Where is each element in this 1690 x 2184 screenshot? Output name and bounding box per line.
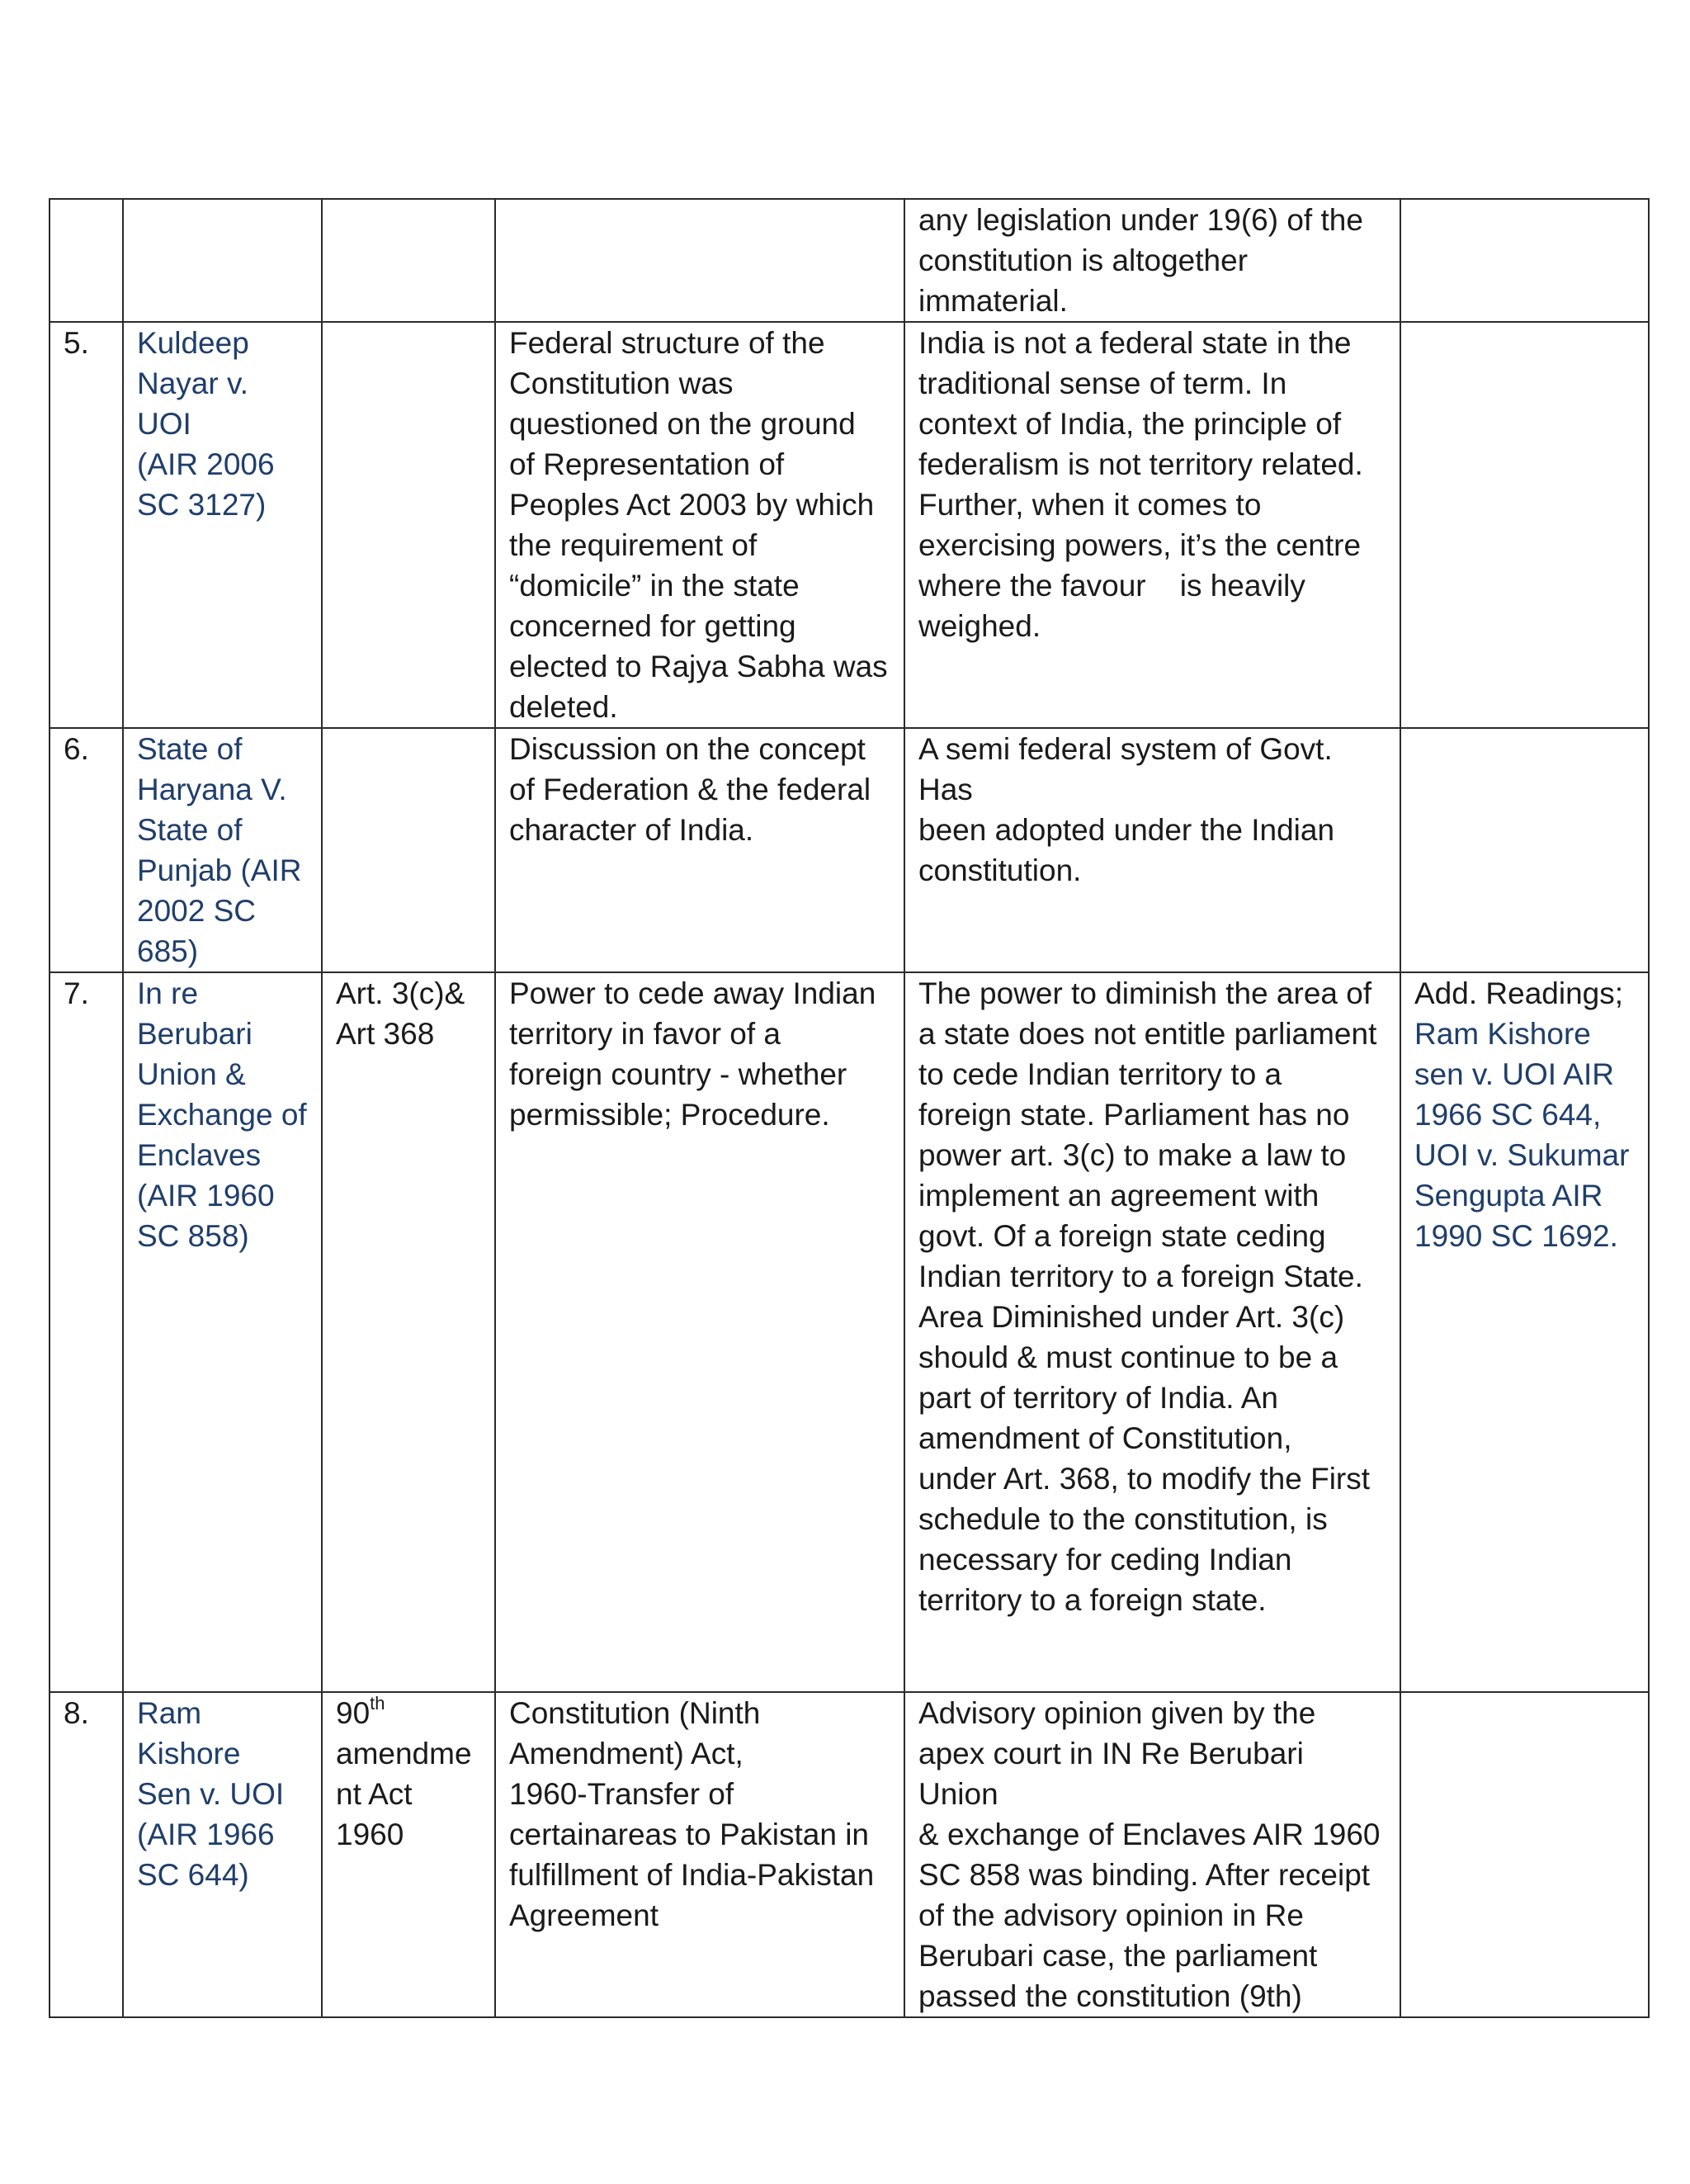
case-name-line: In re: [137, 976, 199, 1010]
case-name-line: SC 858): [137, 1219, 249, 1253]
text-line: to cede Indian territory to a: [918, 1057, 1282, 1091]
reference-line: 1990 SC 1692.: [1414, 1219, 1618, 1253]
text-line: of the advisory opinion in Re: [918, 1898, 1304, 1932]
text-line: Federal structure of the: [509, 326, 825, 360]
held-cell: [904, 199, 1400, 322]
text-line: amendment of Constitution,: [918, 1421, 1292, 1455]
text-line: exercising powers, it’s the centre: [918, 528, 1362, 562]
text-line: & exchange of Enclaves AIR 1960: [918, 1818, 1381, 1851]
remarks-cell: [1400, 322, 1649, 728]
text-line: schedule to the constitution, is: [918, 1502, 1328, 1536]
remarks-cell: [1400, 1692, 1649, 2017]
text-line: necessary for ceding Indian: [918, 1543, 1292, 1577]
reference-line: sen v. UOI AIR: [1414, 1057, 1614, 1091]
case-name-line: Union &: [137, 1057, 246, 1091]
case-name-line: (AIR 1966: [137, 1818, 275, 1851]
serial-number-cell: [50, 322, 123, 728]
text-line: part of territory of India. An: [918, 1381, 1278, 1415]
held-cell: [904, 1692, 1400, 2017]
text-line: elected to Rajya Sabha was: [509, 650, 888, 683]
text-line: context of India, the principle of: [918, 407, 1342, 441]
text-line: where the favour is heavily: [918, 569, 1305, 603]
text-line: Art 368: [336, 1017, 435, 1051]
case-name-line: SC 644): [137, 1858, 249, 1892]
remarks-cell: [1400, 972, 1649, 1692]
serial-number: 7.: [64, 976, 89, 1010]
text-line: questioned on the ground: [509, 407, 856, 441]
case-name-line: Haryana V.: [137, 773, 287, 806]
case-name-line: Nayar v. UOI: [137, 366, 249, 441]
case-name-line: State of: [137, 732, 243, 766]
text-line: Further, when it comes to: [918, 488, 1262, 522]
article-cell: [322, 972, 495, 1692]
case-name-line: Exchange of: [137, 1098, 307, 1132]
serial-number-cell: [50, 972, 123, 1692]
article-cell: [322, 1692, 495, 2017]
text-line: apex court in IN Re Berubari Union: [918, 1737, 1304, 1811]
case-name-cell: [123, 322, 322, 728]
text-line: the requirement of: [509, 528, 758, 562]
reference-line: UOI v. Sukumar: [1414, 1138, 1630, 1172]
held-cell: [904, 728, 1400, 972]
serial-number-cell: [50, 728, 123, 972]
case-name-line: Kuldeep: [137, 326, 249, 360]
case-name-cell: [123, 728, 322, 972]
case-name-line: Punjab (AIR: [137, 853, 302, 887]
text-line: traditional sense of term. In: [918, 366, 1287, 400]
case-name-line: Ram Kishore: [137, 1696, 241, 1770]
text-line: Indian territory to a foreign State.: [918, 1260, 1363, 1293]
case-name-line: Berubari: [137, 1017, 253, 1051]
text-line: deleted.: [509, 690, 618, 724]
case-name-line: Sen v. UOI: [137, 1777, 285, 1811]
text-line: fulfillment of India-Pakistan: [509, 1858, 875, 1892]
issue-cell: [495, 199, 904, 322]
text-line: A semi federal system of Govt. Has: [918, 732, 1333, 806]
text-line: constitution.: [918, 853, 1082, 887]
text-line: India is not a federal state in the: [918, 326, 1352, 360]
text-line: Art. 3(c)&: [336, 976, 465, 1010]
text-line: should & must continue to be a: [918, 1340, 1338, 1374]
text-line: a state does not entitle parliament: [918, 1017, 1377, 1051]
text-line: nt Act: [336, 1777, 413, 1811]
text-line: of Representation of: [509, 447, 785, 481]
text-line: permissible; Procedure.: [509, 1098, 830, 1132]
serial-number: 8.: [64, 1696, 89, 1730]
case-name-line: 685): [137, 934, 199, 968]
text-line: govt. Of a foreign state ceding: [918, 1219, 1326, 1253]
text-line: any legislation under 19(6) of the: [918, 203, 1363, 237]
text-line: Agreement: [509, 1898, 659, 1932]
text-line: territory to a foreign state.: [918, 1583, 1267, 1617]
ordinal-suffix: th: [370, 1692, 385, 1714]
text-line: territory in favor of a: [509, 1017, 781, 1051]
text-line: of Federation & the federal: [509, 773, 871, 806]
text-line: Advisory opinion given by the: [918, 1696, 1316, 1730]
text-line: “domicile” in the state: [509, 569, 800, 603]
case-law-table: [49, 198, 1650, 2018]
remarks-cell: [1400, 199, 1649, 322]
table-row: [50, 728, 1649, 972]
text-line: foreign state. Parliament has no: [918, 1098, 1350, 1132]
text-line: amendme: [336, 1737, 472, 1770]
text-line: character of India.: [509, 813, 754, 847]
text-line: foreign country - whether: [509, 1057, 847, 1091]
text-line: [336, 1693, 483, 1733]
text-line: been adopted under the Indian: [918, 813, 1335, 847]
additional-readings-label: Add. Readings;: [1414, 976, 1624, 1010]
text-line: 1960-Transfer of: [509, 1777, 734, 1811]
text-line: 1960: [336, 1818, 404, 1851]
article-cell: [322, 728, 495, 972]
text-line: Power to cede away Indian: [509, 976, 876, 1010]
case-name-line: (AIR 1960: [137, 1179, 275, 1213]
issue-cell: [495, 972, 904, 1692]
text-line: Area Diminished under Art. 3(c): [918, 1300, 1345, 1334]
article-cell: [322, 322, 495, 728]
held-cell: [904, 972, 1400, 1692]
text-line: Peoples Act 2003 by which: [509, 488, 875, 522]
case-name-cell: [123, 972, 322, 1692]
text-line: The power to diminish the area of: [918, 976, 1372, 1010]
case-name-line: State of: [137, 813, 243, 847]
text-line: SC 858 was binding. After receipt: [918, 1858, 1371, 1892]
text-line: constitution is altogether: [918, 243, 1249, 277]
serial-number: 6.: [64, 732, 89, 766]
amendment-number: 90: [336, 1696, 371, 1730]
text-line: weighed.: [918, 609, 1041, 643]
article-cell: [322, 199, 495, 322]
text-line: under Art. 368, to modify the First: [918, 1462, 1371, 1496]
table-row: [50, 322, 1649, 728]
reference-line: Sengupta AIR: [1414, 1179, 1603, 1213]
case-name-line: 2002 SC: [137, 894, 256, 928]
case-name-line: (AIR 2006: [137, 447, 275, 481]
issue-cell: [495, 1692, 904, 2017]
issue-cell: [495, 322, 904, 728]
reference-line: Ram Kishore: [1414, 1017, 1591, 1051]
text-line: certainareas to Pakistan in: [509, 1818, 870, 1851]
serial-number-cell: [50, 199, 123, 322]
table-row: [50, 1692, 1649, 2017]
table-row: [50, 199, 1649, 322]
text-line: passed the constitution (9th): [918, 1979, 1302, 2013]
case-name-cell: [123, 199, 322, 322]
text-line: Berubari case, the parliament: [918, 1939, 1318, 1973]
text-line: Amendment) Act,: [509, 1737, 744, 1770]
remarks-cell: [1400, 728, 1649, 972]
text-line: immaterial.: [918, 284, 1068, 318]
case-name-line: Enclaves: [137, 1138, 262, 1172]
serial-number-cell: [50, 1692, 123, 2017]
case-name-line: SC 3127): [137, 488, 267, 522]
text-line: Constitution was: [509, 366, 734, 400]
serial-number: 5.: [64, 326, 89, 360]
text-line: power art. 3(c) to make a law to: [918, 1138, 1347, 1172]
text-line: Constitution (Ninth: [509, 1696, 761, 1730]
issue-cell: [495, 728, 904, 972]
text-line: implement an agreement with: [918, 1179, 1319, 1213]
case-name-cell: [123, 1692, 322, 2017]
text-line: concerned for getting: [509, 609, 796, 643]
held-cell: [904, 322, 1400, 728]
table-row: [50, 972, 1649, 1692]
text-line: federalism is not territory related.: [918, 447, 1363, 481]
reference-line: 1966 SC 644,: [1414, 1098, 1602, 1132]
text-line: Discussion on the concept: [509, 732, 866, 766]
